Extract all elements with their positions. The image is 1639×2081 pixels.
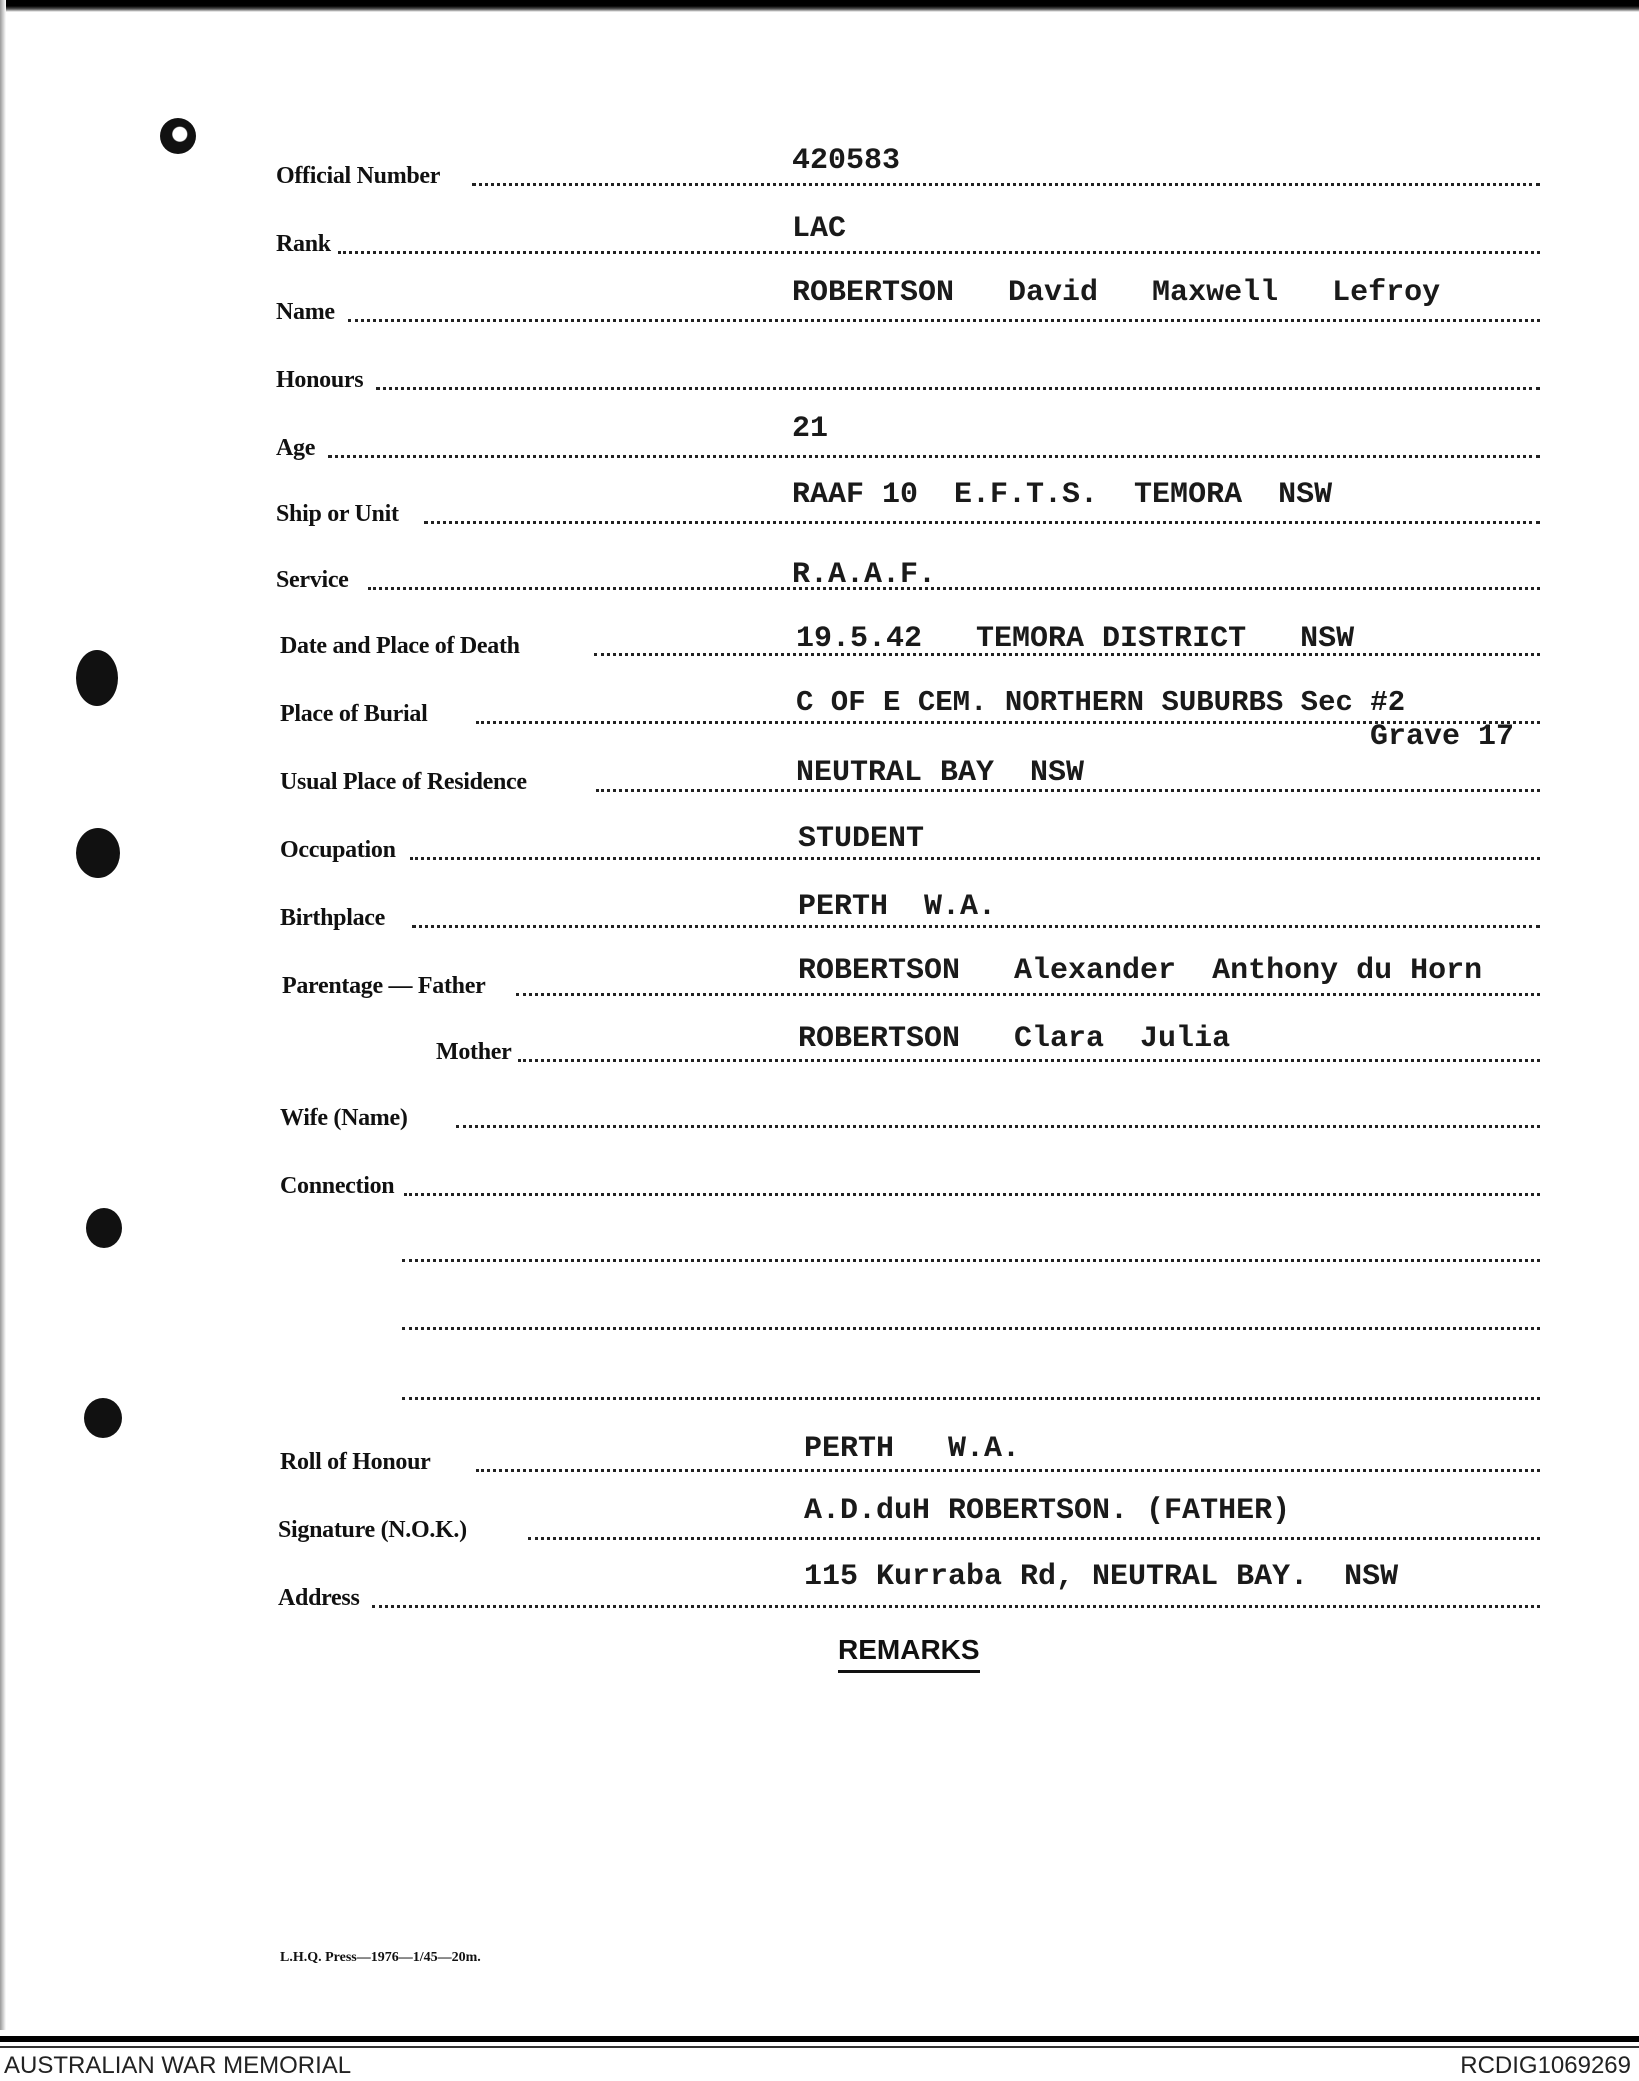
field-value-roll-of-honour: PERTH W.A.: [804, 1432, 1021, 1466]
field-label: Official Number: [276, 163, 441, 189]
punch-hole-2: [76, 828, 120, 878]
field-value-service: R.A.A.F.: [792, 558, 937, 592]
dotted-line: [348, 319, 1540, 322]
scan-left-edge: [0, 0, 6, 2030]
dotted-line: [402, 1259, 1540, 1262]
field-label: Address: [278, 1585, 360, 1611]
field-value-occupation: STUDENT: [798, 822, 925, 856]
field-label: Parentage — Father: [282, 973, 486, 999]
field-value-place-of-burial-line2: Grave 17: [1370, 720, 1515, 754]
punch-hole-top: [160, 118, 196, 154]
field-label: Name: [276, 299, 335, 325]
dotted-line: [410, 857, 1540, 860]
field-label: Place of Burial: [280, 701, 428, 727]
field-value-birthplace: PERTH W.A.: [798, 890, 997, 924]
dotted-line: [516, 993, 1540, 996]
field-official-number: [276, 160, 1540, 190]
field-value-ship-or-unit: RAAF 10 E.F.T.S. TEMORA NSW: [792, 478, 1333, 512]
field-value-name: ROBERTSON David Maxwell Lefroy: [792, 276, 1441, 310]
connection-extra-line: [402, 1374, 1540, 1404]
field-connection: [280, 1170, 1540, 1200]
dotted-line: [372, 1605, 1540, 1608]
footer-reference-id: RCDIG1069269: [1460, 2052, 1631, 2079]
printer-note: L.H.Q. Press—1976—1/45—20m.: [280, 1950, 481, 1965]
field-value-signature-nok: A.D.duH ROBERTSON. (FATHER): [804, 1494, 1291, 1528]
dotted-line: [402, 1397, 1540, 1400]
field-value-place-of-burial: C OF E CEM. NORTHERN SUBURBS Sec #2: [796, 686, 1406, 719]
field-label: Roll of Honour: [280, 1449, 431, 1475]
dotted-line: [402, 1327, 1540, 1330]
dotted-line: [424, 521, 1540, 524]
field-label: Honours: [276, 367, 364, 393]
dotted-line: [518, 1059, 1540, 1062]
punch-hole-4: [84, 1398, 122, 1438]
field-value-address: 115 Kurraba Rd, NEUTRAL BAY. NSW: [804, 1560, 1399, 1594]
field-label: Service: [276, 567, 349, 593]
footer-archive-name: AUSTRALIAN WAR MEMORIAL: [4, 2052, 352, 2079]
field-value-usual-residence: NEUTRAL BAY NSW: [796, 756, 1085, 790]
field-label: Occupation: [280, 837, 396, 863]
dotted-line: [376, 387, 1540, 390]
field-value-parentage-father: ROBERTSON Alexander Anthony du Horn: [798, 954, 1483, 988]
dotted-line: [476, 1469, 1540, 1472]
field-wife-name: [280, 1102, 1540, 1132]
field-label: Ship or Unit: [276, 501, 399, 527]
field-label: Age: [276, 435, 316, 461]
dotted-line: [456, 1125, 1540, 1128]
dotted-line: [368, 587, 1540, 590]
scan-bottom-edge: [0, 2036, 1639, 2042]
dotted-line: [412, 925, 1540, 928]
field-honours: [276, 364, 1540, 394]
field-value-rank: LAC: [792, 212, 847, 246]
field-label: Connection: [280, 1173, 395, 1199]
field-age: [276, 432, 1540, 462]
field-label: Wife (Name): [280, 1105, 408, 1131]
field-label: Date and Place of Death: [280, 633, 520, 659]
connection-extra-line: [402, 1304, 1540, 1334]
field-label: Mother: [436, 1039, 512, 1065]
scan-bottom-edge-thin: [0, 2046, 1639, 2048]
punch-hole-3: [86, 1208, 122, 1248]
field-label: Rank: [276, 231, 331, 257]
field-value-official-number: 420583: [792, 144, 901, 178]
connection-extra-line: [402, 1236, 1540, 1266]
field-label: Usual Place of Residence: [280, 769, 527, 795]
field-label: Signature (N.O.K.): [278, 1517, 467, 1543]
field-value-age: 21: [792, 412, 829, 446]
dotted-line: [338, 251, 1540, 254]
remarks-heading: REMARKS: [838, 1634, 980, 1673]
dotted-line: [528, 1537, 1540, 1540]
punch-hole-1: [76, 650, 118, 706]
field-rank: [276, 228, 1540, 258]
dotted-line: [328, 455, 1540, 458]
field-label: Birthplace: [280, 905, 385, 931]
dotted-line: [472, 183, 1540, 186]
dotted-line: [404, 1193, 1540, 1196]
field-value-parentage-mother: ROBERTSON Clara Julia: [798, 1022, 1231, 1056]
field-value-date-place-of-death: 19.5.42 TEMORA DISTRICT NSW: [796, 622, 1355, 656]
scan-top-edge: [0, 0, 1639, 12]
